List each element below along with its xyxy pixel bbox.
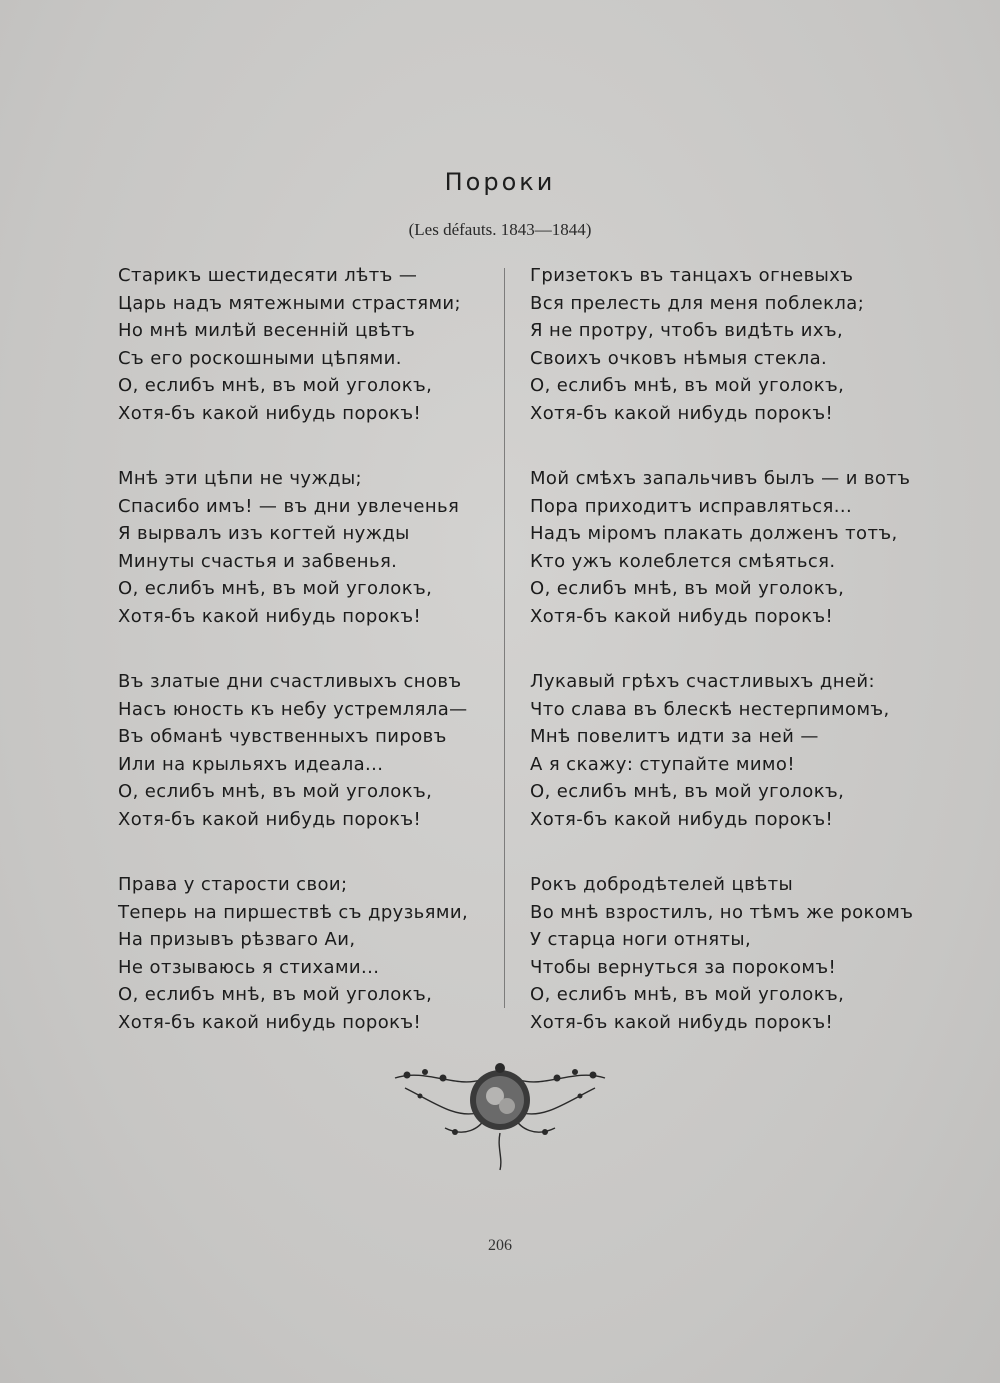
verse-line: Кто ужъ колеблется смѣяться. bbox=[530, 550, 836, 572]
verse-line: Царь надъ мятежными страстями; bbox=[118, 292, 461, 314]
verse-line: О, еслибъ мнѣ, въ мой уголокъ, bbox=[530, 781, 845, 802]
column-divider bbox=[504, 268, 505, 1008]
verse-line: О, еслибъ мнѣ, въ мой уголокъ, bbox=[118, 984, 433, 1005]
verse-line: Что слава въ блескѣ нестерпимомъ, bbox=[530, 698, 890, 720]
verse-line: Права у старости свои; bbox=[118, 874, 348, 895]
verse-line: О, еслибъ мнѣ, въ мой уголокъ, bbox=[118, 781, 433, 802]
verse-line: Хотя-бъ какой нибудь порокъ! bbox=[530, 1011, 834, 1033]
stanza bbox=[530, 668, 920, 833]
verse-line: Насъ юность къ небу устремляла— bbox=[118, 698, 468, 720]
verse-line: Хотя-бъ какой нибудь порокъ! bbox=[530, 605, 834, 627]
verse-line: Вся прелесть для меня поблекла; bbox=[530, 292, 865, 314]
stanza bbox=[530, 465, 920, 630]
page-number: 206 bbox=[488, 1237, 512, 1254]
verse-line: Я не протру, чтобъ видѣть ихъ, bbox=[530, 320, 844, 341]
verse-line: О, еслибъ мнѣ, въ мой уголокъ, bbox=[530, 984, 845, 1005]
verse-line: Теперь на пиршествѣ съ друзьями, bbox=[118, 901, 469, 923]
verse-line: На призывъ рѣзваго Аи, bbox=[118, 929, 356, 950]
stanza bbox=[118, 465, 508, 630]
verse-line: Рокъ добродѣтелей цвѣты bbox=[530, 874, 794, 895]
stanza bbox=[118, 262, 508, 427]
verse-line: Мнѣ повелитъ идти за ней — bbox=[530, 726, 819, 747]
verse-line: Хотя-бъ какой нибудь порокъ! bbox=[530, 808, 834, 830]
verse-line: Не отзываюсь я стихами... bbox=[118, 956, 380, 978]
verse-line: О, еслибъ мнѣ, въ мой уголокъ, bbox=[118, 578, 433, 599]
verse-line: О, еслибъ мнѣ, въ мой уголокъ, bbox=[530, 578, 845, 599]
verse-line: Чтобы вернуться за порокомъ! bbox=[530, 956, 837, 978]
verse-line: А я скажу: ступайте мимо! bbox=[530, 753, 795, 775]
verse-line: Или на крыльяхъ идеала... bbox=[118, 753, 384, 775]
verse-line: Лукавый грѣхъ счастливыхъ дней: bbox=[530, 671, 875, 692]
verse-line: Хотя-бъ какой нибудь порокъ! bbox=[118, 605, 422, 627]
verse-line: Пора приходитъ исправляться... bbox=[530, 495, 853, 517]
poem-subtitle: (Les défauts. 1843—1844) bbox=[408, 220, 592, 239]
right-column bbox=[530, 262, 920, 1074]
floral-ornament bbox=[385, 1058, 615, 1173]
verse-line: Минуты счастья и забвенья. bbox=[118, 550, 398, 572]
verse-line: Въ обманѣ чувственныхъ пировъ bbox=[118, 726, 447, 747]
poem-title: Пороки bbox=[444, 168, 556, 196]
verse-line: Хотя-бъ какой нибудь порокъ! bbox=[118, 808, 422, 830]
verse-line: Хотя-бъ какой нибудь порокъ! bbox=[118, 402, 422, 424]
verse-line: Старикъ шестидесяти лѣтъ — bbox=[118, 265, 418, 286]
stanza bbox=[118, 668, 508, 833]
verse-line: Гризетокъ въ танцахъ огневыхъ bbox=[530, 265, 854, 286]
stanza bbox=[118, 871, 508, 1036]
verse-line: О, еслибъ мнѣ, въ мой уголокъ, bbox=[118, 375, 433, 396]
verse-line: Я вырвалъ изъ когтей нужды bbox=[118, 523, 410, 544]
verse-line: Въ златые дни счастливыхъ сновъ bbox=[118, 671, 462, 692]
verse-line: Мой смѣхъ запальчивъ былъ — и вотъ bbox=[530, 468, 911, 489]
verse-line: О, еслибъ мнѣ, въ мой уголокъ, bbox=[530, 375, 845, 396]
stanza bbox=[530, 262, 920, 427]
verse-line: Своихъ очковъ нѣмыя стекла. bbox=[530, 347, 828, 369]
verse-line: У старца ноги отняты, bbox=[530, 929, 752, 950]
left-column bbox=[118, 262, 508, 1074]
verse-line: Надъ міромъ плакать долженъ тотъ, bbox=[530, 523, 898, 544]
verse-line: Спасибо имъ! — въ дни увлеченья bbox=[118, 495, 460, 517]
verse-line: Съ его роскошными цѣпями. bbox=[118, 347, 402, 369]
verse-line: Хотя-бъ какой нибудь порокъ! bbox=[118, 1011, 422, 1033]
verse-line: Но мнѣ милѣй весенній цвѣтъ bbox=[118, 320, 416, 341]
verse-line: Хотя-бъ какой нибудь порокъ! bbox=[530, 402, 834, 424]
verse-line: Мнѣ эти цѣпи не чужды; bbox=[118, 468, 363, 489]
verse-line: Во мнѣ взростилъ, но тѣмъ же рокомъ bbox=[530, 901, 914, 923]
stanza bbox=[530, 871, 920, 1036]
